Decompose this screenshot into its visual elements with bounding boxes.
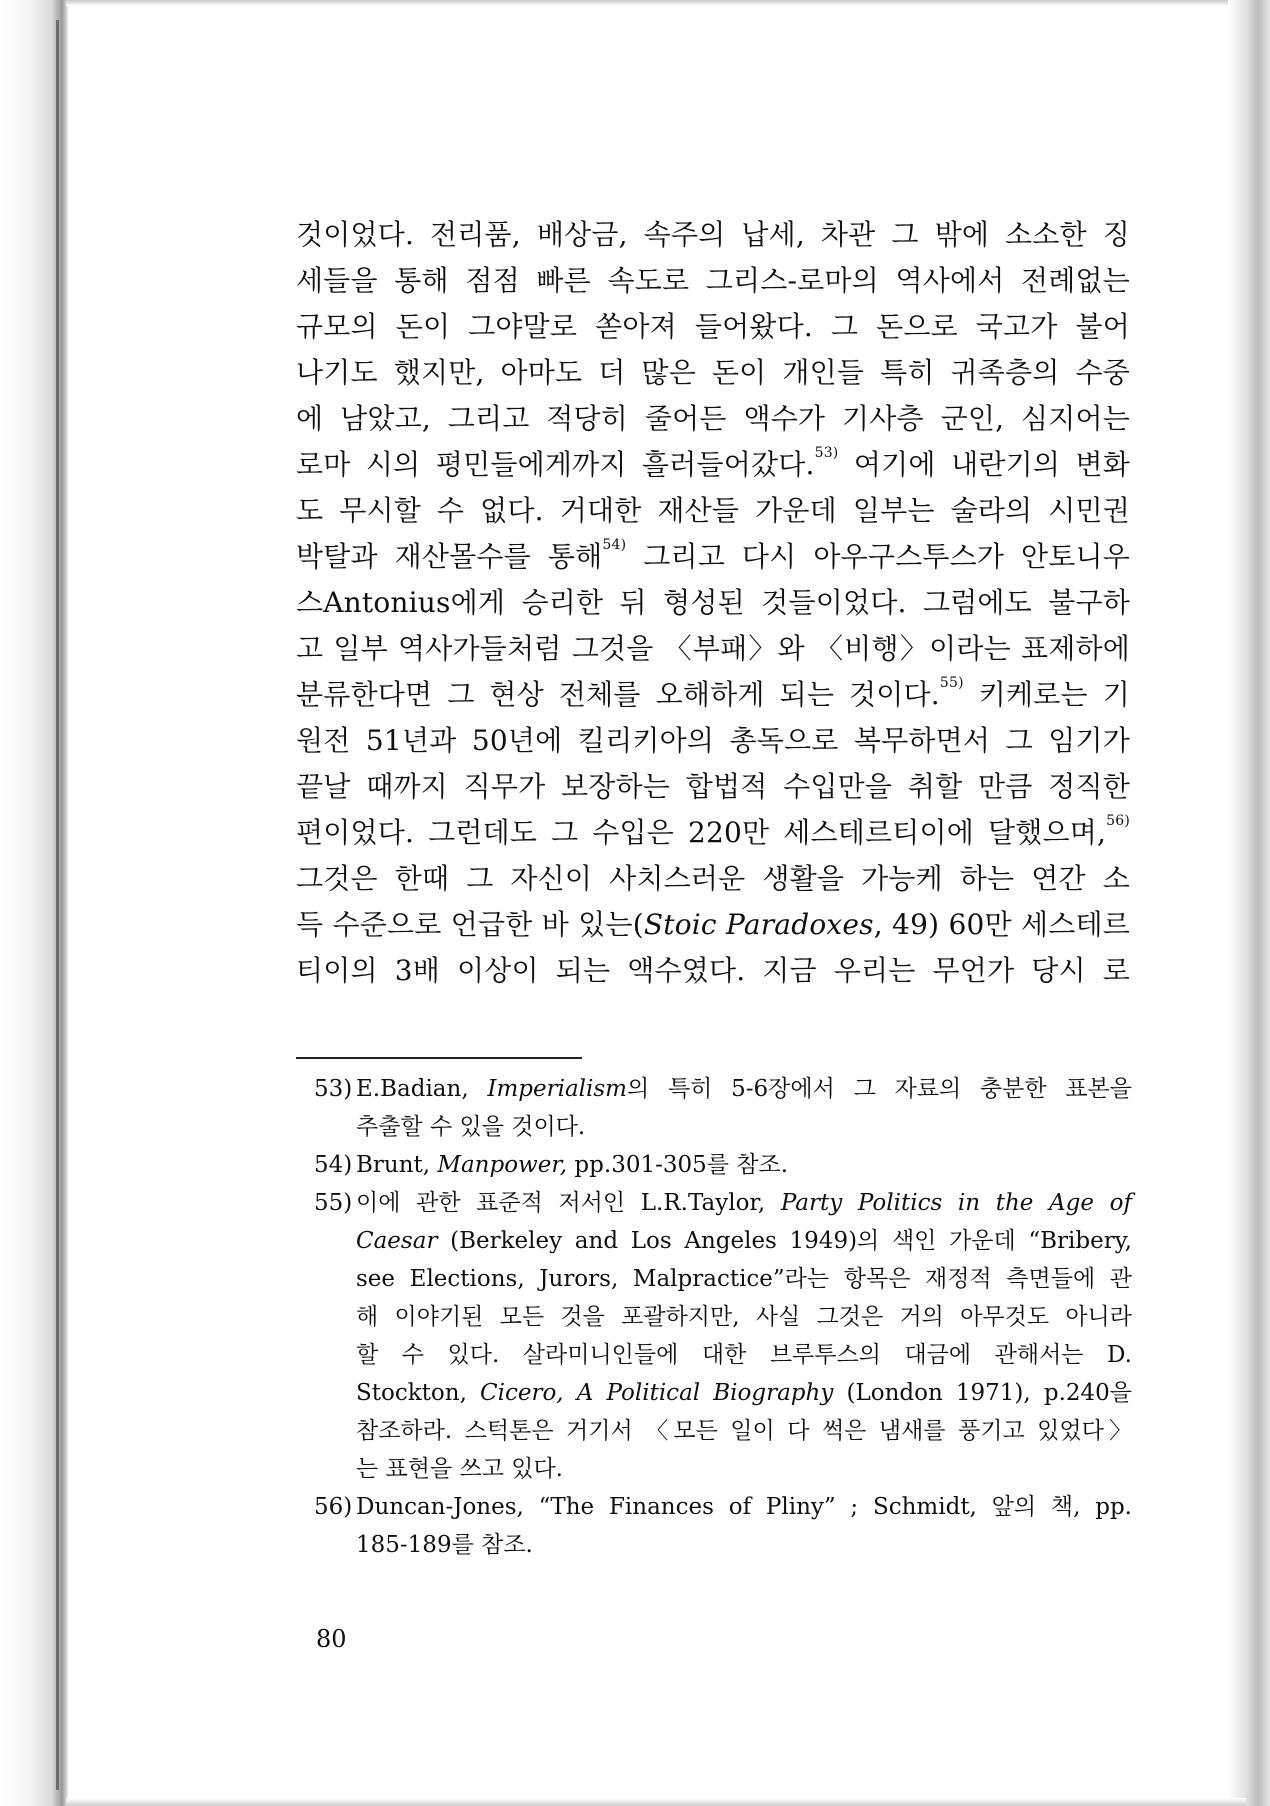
footnote-number: 55) <box>314 1190 353 1216</box>
italic-title: Imperialism <box>487 1076 627 1102</box>
italic-title: Manpower, <box>437 1152 568 1178</box>
body-text-segment: 그리고 다시 아우구스투스가 안토니우 <box>626 540 1131 573</box>
footnote-number: 53) <box>314 1076 353 1102</box>
body-text-segment: 로마 시의 평민들에게까지 흘러들어갔다. <box>296 448 815 481</box>
page-edge-bottom <box>66 1798 1246 1806</box>
body-text-segment: 박탈과 재산몰수를 통해 <box>296 540 603 573</box>
footnote-text-segment: 의 특히 5-6장에서 그 자료의 충분한 표본을 <box>627 1076 1132 1102</box>
body-line: 에 남았고, 그리고 적당히 줄어든 액수가 기사층 군인, 심지어는 <box>296 402 1130 435</box>
book-binding-shadow <box>56 20 59 1790</box>
footnote-line: 추출할 수 있을 것이다. <box>356 1114 586 1140</box>
body-text-segment: , 49) 60만 세스테르 <box>873 908 1130 941</box>
footnote-text-segment: E.Badian, <box>356 1076 488 1102</box>
body-line <box>296 810 1130 856</box>
footnote-line: 185-189를 참조. <box>356 1532 533 1558</box>
footnote-text-segment: (Berkeley and Los Angeles 1949)의 색인 가운데 “Bribery, <box>437 1228 1132 1254</box>
body-line: 티이의 3배 이상이 되는 액수였다. 지금 우리는 무언가 당시 로 <box>296 954 1130 987</box>
footnote-line: 참조하라. 스턱톤은 거기서 〈모든 일이 다 썩은 냄새를 풍기고 있었다〉 <box>356 1418 1132 1444</box>
footnote-ref-53[interactable]: 53) <box>814 445 839 461</box>
footnote-text-segment: pp.301-305를 참조. <box>567 1152 789 1178</box>
body-line <box>296 534 1130 580</box>
footnote-line: 할 수 있다. 살라미니인들에 대한 브루투스의 대금에 관해서는 D. <box>356 1342 1132 1368</box>
footnote-ref-55[interactable]: 55) <box>939 675 964 691</box>
body-line: 끝날 때까지 직무가 보장하는 합법적 수입만을 취할 만큼 정직한 <box>296 770 1130 803</box>
footnote-ref-56[interactable]: 56) <box>1106 813 1130 829</box>
body-line: 그것은 한때 그 자신이 사치스러운 생활을 가능케 하는 연간 소 <box>296 862 1130 895</box>
footnote-line <box>356 1070 1132 1108</box>
body-line: 고 일부 역사가들처럼 그것을 〈부패〉와 〈비행〉이라는 표제하에 <box>296 632 1130 665</box>
body-line: 도 무시할 수 없다. 거대한 재산들 가운데 일부는 술라의 시민권 <box>296 494 1130 527</box>
body-text-segment: 편이었다. 그런데도 그 수입은 220만 세스테르티이에 달했으며, <box>296 816 1107 849</box>
footnote-ref-54[interactable]: 54) <box>602 537 627 553</box>
body-text-segment: 분류한다면 그 현상 전체를 오해하게 되는 것이다. <box>296 678 940 711</box>
italic-title: Caesar <box>356 1228 438 1254</box>
italic-title: Stoic Paradoxes <box>643 908 874 941</box>
body-line: 것이었다. 전리품, 배상금, 속주의 납세, 차관 그 밖에 소소한 징 <box>296 218 1130 251</box>
footnotes <box>316 1070 1132 1564</box>
footnote-53 <box>316 1070 1132 1146</box>
footnote-54 <box>316 1146 1132 1184</box>
footnote-line <box>356 1184 1132 1222</box>
body-text-segment: 키케로는 기 <box>963 678 1130 711</box>
body-line: 규모의 돈이 그야말로 쏟아져 들어왔다. 그 돈으로 국고가 불어 <box>296 310 1130 343</box>
footnote-line: 해 이야기된 모든 것을 포괄하지만, 사실 그것은 거의 아무것도 아니라 <box>356 1304 1132 1330</box>
main-body-text <box>296 212 1130 994</box>
footnote-number: 54) <box>314 1152 353 1178</box>
page-edge-top <box>66 0 1246 6</box>
body-line: 나기도 했지만, 아마도 더 많은 돈이 개인들 특히 귀족층의 수중 <box>296 356 1130 389</box>
page-number: 80 <box>316 1625 347 1653</box>
footnote-line <box>356 1146 1132 1184</box>
body-line <box>296 902 1130 948</box>
footnote-line: 는 표현을 쓰고 있다. <box>356 1456 563 1482</box>
body-text-segment: 여기에 내란기의 변화 <box>838 448 1130 481</box>
body-line: 원전 51년과 50년에 킬리키아의 총독으로 복무하면서 그 임기가 <box>296 724 1130 757</box>
footnote-line <box>356 1374 1132 1412</box>
page-edge-right <box>1228 0 1270 1806</box>
footnote-line <box>356 1222 1132 1260</box>
body-line: 세들을 통해 점점 빠른 속도로 그리스-로마의 역사에서 전례없는 <box>296 264 1130 297</box>
italic-title: Cicero, A Political Biography <box>480 1380 834 1406</box>
footnote-line: see Elections, Jurors, Malpractice”라는 항목은 재정적 측면들에 관 <box>356 1266 1132 1292</box>
body-line <box>296 442 1130 488</box>
italic-title: Party Politics in the Age of <box>780 1190 1132 1216</box>
body-text-segment: 득 수준으로 언급한 바 있는( <box>296 908 644 941</box>
footnote-separator <box>296 1057 582 1059</box>
footnote-text-segment: Brunt, <box>356 1152 438 1178</box>
footnote-text-segment: (London 1971), p.240을 <box>833 1380 1132 1406</box>
footnote-56 <box>316 1488 1132 1564</box>
footnote-number: 56) <box>314 1494 353 1520</box>
footnote-55 <box>316 1184 1132 1488</box>
footnote-text-segment: Stockton, <box>356 1380 481 1406</box>
footnote-text-segment: 이에 관한 표준적 저서인 L.R.Taylor, <box>356 1190 781 1216</box>
footnote-line: Duncan-Jones, “The Finances of Pliny” ; Schmidt, 앞의 책, pp. <box>356 1494 1132 1520</box>
body-line <box>296 672 1130 718</box>
body-line: 스Antonius에게 승리한 뒤 형성된 것들이었다. 그럼에도 불구하 <box>296 586 1130 619</box>
